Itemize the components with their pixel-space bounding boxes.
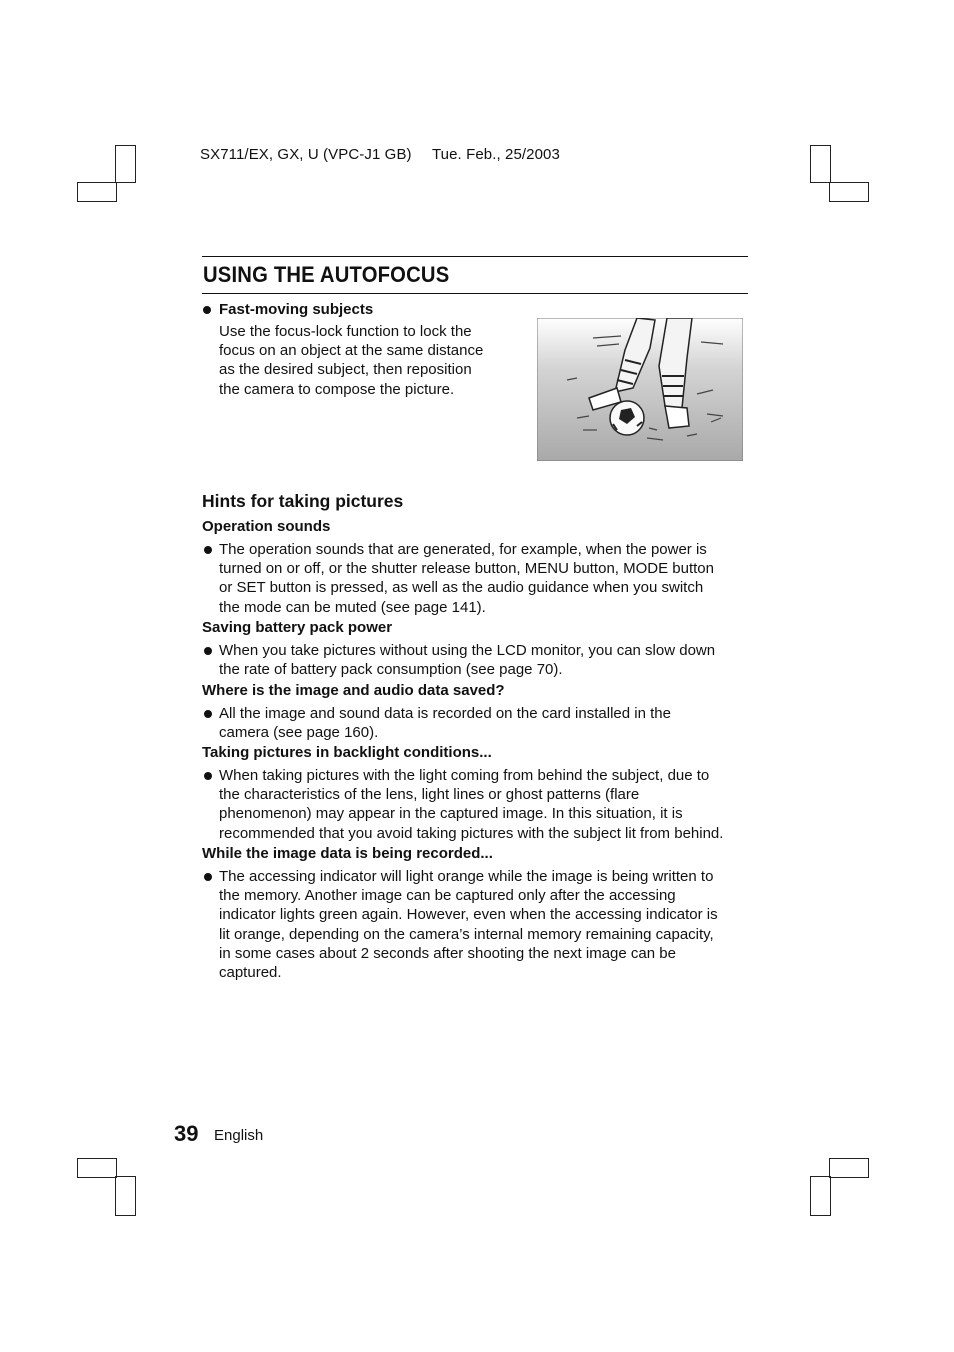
text-line: Use the focus-lock function to lock the xyxy=(219,323,472,340)
text-line: the memory. Another image can be captured only after the accessing xyxy=(219,887,676,905)
bullet-dot-icon xyxy=(203,306,211,314)
text-line: as the desired subject, then reposition xyxy=(219,361,472,379)
fast-moving-heading-row xyxy=(203,300,373,319)
text-line: the rate of battery pack consumption (see page 70). xyxy=(219,661,563,679)
text-line: The operation sounds that are generated, for example, when the power is xyxy=(219,541,707,558)
text-line: focus on an object at the same distance xyxy=(219,342,484,360)
hints-title: Hints for taking pictures xyxy=(202,491,404,511)
crop-mark-top-right-vertical xyxy=(810,145,831,183)
text-line: camera (see page 160). xyxy=(219,724,379,742)
text-line: When you take pictures without using the LCD monitor, you can slow down xyxy=(219,642,716,659)
text-line: or SET button is pressed, as well as the audio guidance when you switch xyxy=(219,579,704,597)
recording-heading: While the image data is being recorded... xyxy=(202,845,493,862)
crop-mark-bottom-right-vertical xyxy=(810,1176,831,1216)
text-line: in some cases about 2 seconds after shooting the next image can be xyxy=(219,944,676,962)
bullet-dot-icon xyxy=(204,710,212,718)
operation-sounds-heading: Operation sounds xyxy=(202,518,331,535)
text-line: phenomenon) may appear in the captured image. In this situation, it is xyxy=(219,805,683,823)
text-line: recommended that you avoid taking pictures with the subject lit from behind. xyxy=(219,824,724,842)
text-line: captured. xyxy=(219,964,282,982)
text-line: The accessing indicator will light orange while the image is being written to xyxy=(219,868,714,885)
fast-moving-heading: Fast-moving subjects xyxy=(219,301,374,318)
text-line: the camera to compose the picture. xyxy=(219,380,455,398)
crop-mark-bottom-left-vertical xyxy=(115,1176,136,1216)
text-line: indicator lights green again. However, even when the accessing indicator is xyxy=(219,906,718,924)
crop-mark-bottom-left-horizontal xyxy=(77,1158,117,1178)
text-line: the mode can be muted (see page 141). xyxy=(219,598,486,616)
crop-mark-top-left-vertical xyxy=(115,145,136,183)
print-header xyxy=(200,146,560,163)
text-line: turned on or off, or the shutter release button, MENU button, MODE button xyxy=(219,560,714,578)
data-saved-item xyxy=(203,704,763,742)
text-line: lit orange, depending on the camera’s internal memory remaining capacity, xyxy=(219,925,714,943)
bullet-dot-icon xyxy=(204,772,212,780)
crop-mark-bottom-right-horizontal xyxy=(829,1158,869,1178)
battery-heading: Saving battery pack power xyxy=(202,619,393,636)
bullet-dot-icon xyxy=(204,873,212,881)
backlight-heading: Taking pictures in backlight conditions... xyxy=(202,744,492,761)
bullet-dot-icon xyxy=(204,647,212,655)
backlight-item xyxy=(203,766,763,843)
page-title: USING THE AUTOFOCUS xyxy=(203,262,450,287)
soccer-illustration xyxy=(537,318,743,461)
bullet-dot-icon xyxy=(204,546,212,554)
crop-mark-top-left-horizontal xyxy=(77,182,117,202)
recording-item xyxy=(203,867,763,982)
page-number: 39 xyxy=(174,1121,199,1146)
fast-moving-text xyxy=(219,322,483,399)
data-saved-heading: Where is the image and audio data saved? xyxy=(202,682,505,699)
text-line: All the image and sound data is recorded on the card installed in the xyxy=(219,705,671,722)
text-line: the characteristics of the lens, light lines or ghost patterns (flare xyxy=(219,786,640,804)
soccer-ball xyxy=(610,401,644,435)
text-line: When taking pictures with the light coming from behind the subject, due to xyxy=(219,767,710,784)
operation-sounds-item xyxy=(203,540,763,617)
battery-item xyxy=(203,641,763,679)
crop-mark-top-right-horizontal xyxy=(829,182,869,202)
print-date: Tue. Feb., 25/2003 xyxy=(431,146,560,163)
model-info: SX711/EX, GX, U (VPC-J1 GB) xyxy=(200,146,412,163)
page-language: English xyxy=(214,1127,264,1144)
